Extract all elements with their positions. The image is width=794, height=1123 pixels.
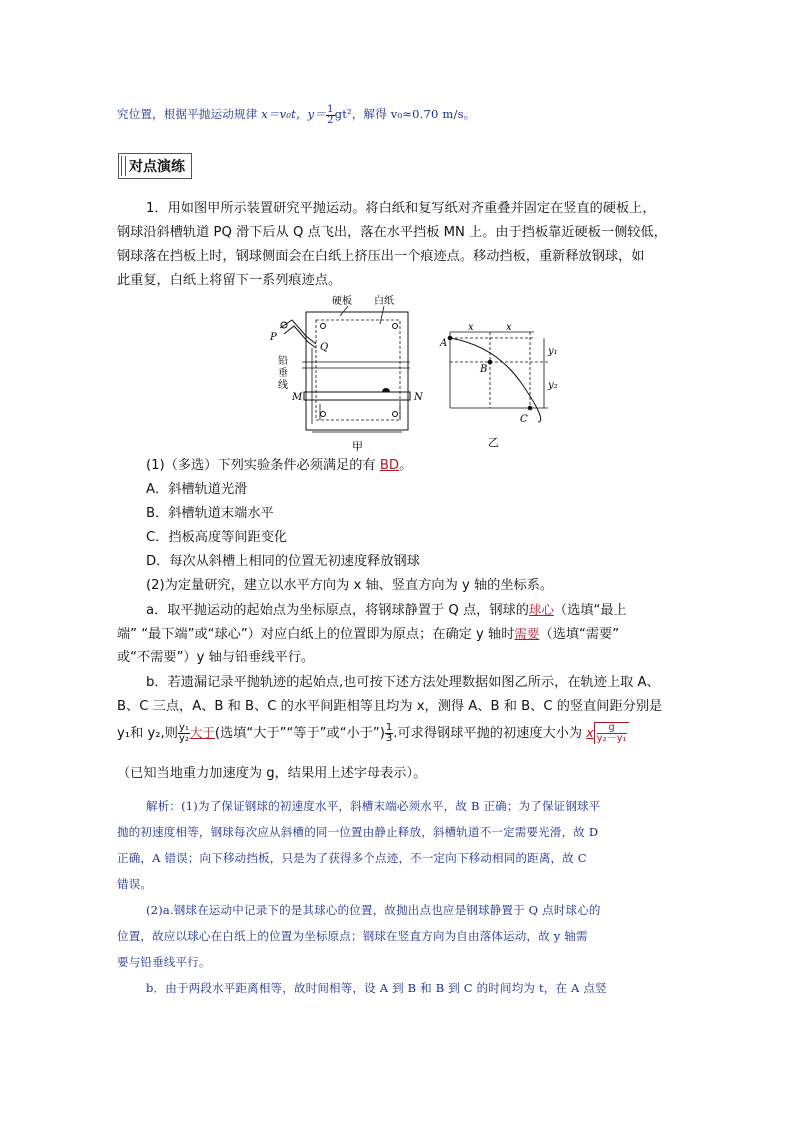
figure-jia-apparatus <box>262 292 432 452</box>
part2b-line-1: b．若遗漏记录平抛轨迹的起始点,也可按下述方法处理数据如图乙所示，在轨迹上取 A、 <box>146 675 660 690</box>
analysis-line-6: 位置，故应以球心在白纸上的位置为坐标原点；钢球在竖直方向为自由落体运动，故 y 轴需 <box>117 929 588 943</box>
solution-text: 究位置，根据平抛运动规律 <box>117 107 262 121</box>
part1-question: (1)（多选）下列实验条件必须满足的有 BD。 <box>146 458 413 473</box>
analysis-line-1: 解析：(1)为了保证钢球的初速度水平，斜槽末端必须水平，故 B 正确；为了保证钢球平 <box>146 799 601 813</box>
part2a-line-2: 端” “最下端”或“球心”）对应白纸上的位置即为原点；在确定 y 轴时需要（选填“需要” <box>117 626 620 642</box>
part2b-line-4: （已知当地重力加速度为 g，结果用上述字母表示）。 <box>117 766 427 781</box>
option-a: A．斜槽轨道光滑 <box>146 482 248 497</box>
half-fraction: $\frac{1}{2}$ <box>327 103 334 126</box>
label-C: C <box>520 414 528 425</box>
part2b-answer-4-x: x <box>586 725 594 740</box>
ratio-fraction: $\frac{\text{y₁}}{\text{y₂}}$ <box>178 721 189 744</box>
question-stem-line-3: 钢球落在挡板上时，钢球侧面会在白纸上挤压出一个痕迹点。移动挡板，重新释放钢球，如 <box>117 249 645 264</box>
caption-jia: 甲 <box>352 440 363 452</box>
part2b-line-2: B、C 三点，A、B 和 B、C 的水平间距相等且均为 x，测得 A、B 和 B、C 的竖直间距分别是 <box>117 699 663 714</box>
formula-result: gt²，解得 v₀≈0.70 m/s。 <box>334 107 476 121</box>
option-c: C．挡板高度等间距变化 <box>146 530 288 545</box>
label-y2: y₂ <box>548 380 558 391</box>
label-x-1: x <box>468 322 474 333</box>
section-heading: 对点演练 <box>118 153 192 179</box>
analysis-line-4: 错误。 <box>117 877 153 891</box>
part1-answer: BD <box>379 458 400 473</box>
label-baizhi: 白纸 <box>374 296 394 307</box>
part2a-line-1: a．取平抛运动的起始点为坐标原点，将钢球静置于 Q 点，钢球的球心（选填“最上 <box>146 602 627 618</box>
question-stem-line-2: 钢球沿斜槽轨道 PQ 滑下后从 Q 点飞出，落在水平挡板 MN 上。由于挡板靠近硬板一侧较低， <box>117 225 667 240</box>
label-M: M <box>292 392 303 403</box>
option-b: B．斜槽轨道末端水平 <box>146 506 274 521</box>
analysis-line-7: 要与铅垂线平行。 <box>117 955 211 969</box>
part2a-answer-1: 球心 <box>528 602 554 617</box>
label-Q: Q <box>320 342 329 353</box>
label-x-2: x <box>506 322 512 333</box>
part2a-answer-2: 需要 <box>514 626 540 641</box>
caption-yi: 乙 <box>488 436 499 449</box>
part2b-answer-3: 大于 <box>189 725 215 740</box>
question-stem-line-1: 1．用如图甲所示装置研究平抛运动。将白纸和复写纸对齐重叠并固定在竖直的硬板上， <box>146 201 656 216</box>
part2b-answer-4-sqrt: $\frac{g}{\text{y₂－y₁}}$ <box>594 722 629 744</box>
label-chuixian-2: 垂 <box>278 368 288 379</box>
label-N: N <box>414 392 423 403</box>
part2-intro: (2)为定量研究，建立以水平方向为 x 轴、竖直方向为 y 轴的坐标系。 <box>146 578 554 593</box>
label-y1: y₁ <box>548 346 558 357</box>
option-d: D．每次从斜槽上相同的位置无初速度释放钢球 <box>146 554 420 569</box>
part2b-line-3: y₁和 y₂,则 $\frac{\text{y₁}}{\text{y₂}}$ 大于(选填“大于”“等于”或“小于”) $\frac{1}{3}$ .可求得钢球平抛的初速度大小为 x $\frac{g}{\text{y₂－y₁}}$ <box>117 721 627 744</box>
analysis-line-3: 正确，A 错误；向下移动挡板，只是为了获得多个点迹，不一定向下移动相同的距离，故 C <box>117 851 587 865</box>
previous-solution-line <box>117 104 475 126</box>
figure-yi-trajectory <box>438 318 578 452</box>
label-chuixian-3: 线 <box>278 380 288 391</box>
label-yingban: 硬板 <box>332 296 352 307</box>
label-A: A <box>440 338 448 349</box>
third-fraction: $\frac{1}{3}$ <box>385 721 393 744</box>
question-stem-line-4: 此重复，白纸上将留下一系列痕迹点。 <box>117 273 342 288</box>
analysis-line-8: b．由于两段水平距离相等，故时间相等，设 A 到 B 和 B 到 C 的时间均为 t，在 A 点竖 <box>146 981 607 995</box>
part2a-line-3: 或“不需要”）y 轴与铅垂线平行。 <box>117 650 315 665</box>
formula-text: x＝v₀t，y＝ <box>261 107 327 121</box>
label-chuixian-1: 铅 <box>278 356 288 367</box>
label-B: B <box>480 364 488 375</box>
analysis-line-2: 抛的初速度相等，钢球每次应从斜槽的同一位置由静止释放，斜槽轨道不一定需要光滑，故 D <box>117 825 599 839</box>
analysis-line-5: (2)a.钢球在运动中记录下的是其球心的位置，故抛出点也应是钢球静置于 Q 点时球心的 <box>146 903 601 917</box>
label-P: P <box>270 332 277 343</box>
